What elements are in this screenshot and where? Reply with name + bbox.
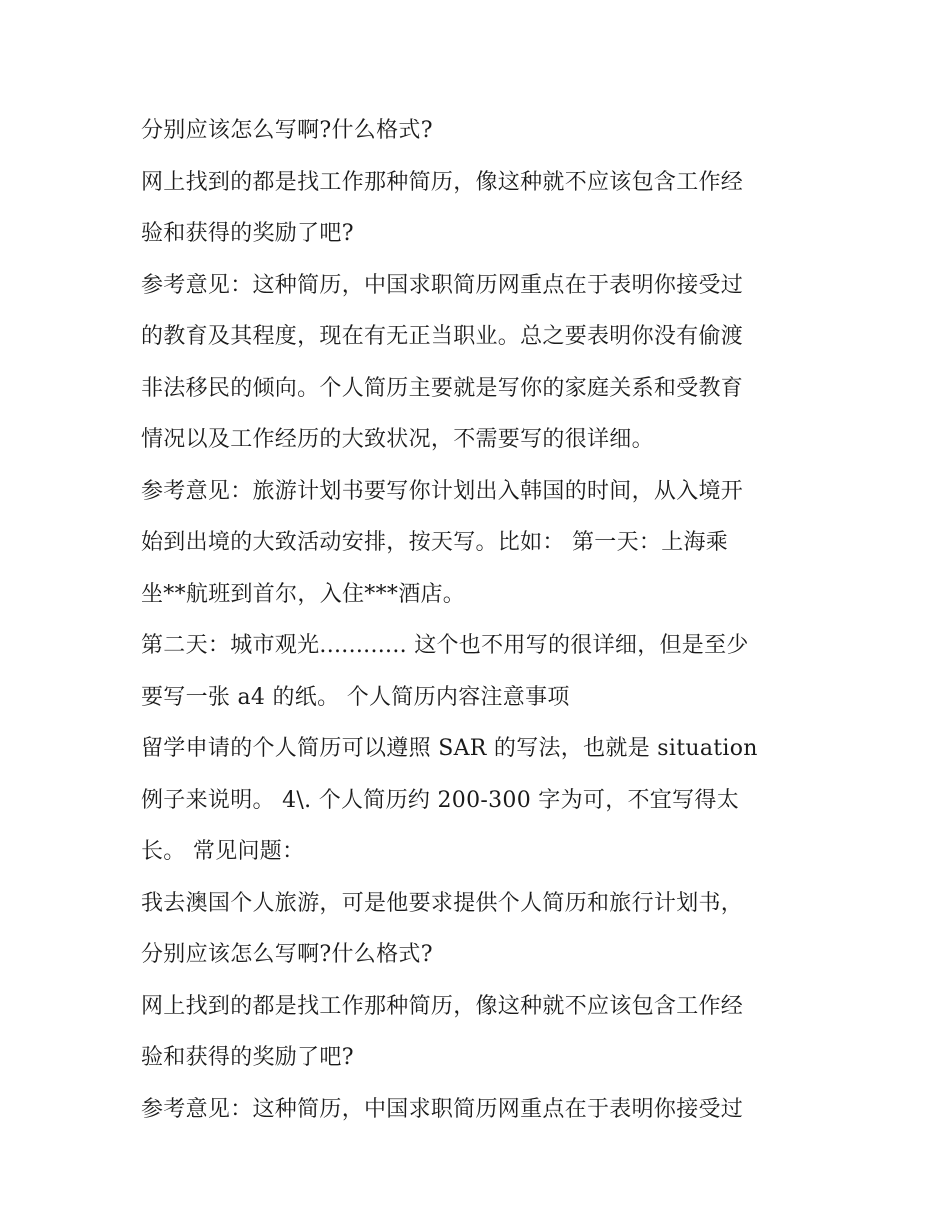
text-line: 验和获得的奖励了吧? (141, 221, 354, 246)
text-line: 网上找到的都是找工作那种简历，像这种就不应该包含工作经 (141, 169, 744, 195)
text-line: 分别应该怎么写啊?什么格式? (141, 118, 433, 143)
text-line: 情况以及工作经历的大致状况，不需要写的很详细。 (141, 427, 654, 452)
text-line: 非法移民的倾向。个人简历主要就是写你的家庭关系和受教育 (141, 375, 744, 401)
text-line: 始到出境的大致活动安排，按天写。比如： 第一天：上海乘 (141, 530, 729, 555)
text-line: 要写一张 a4 的纸。 个人简历内容注意事项 (141, 684, 570, 710)
text-line: 网上找到的都是找工作那种简历，像这种就不应该包含工作经 (141, 993, 744, 1019)
document-body (141, 105, 821, 1135)
text-line: 分别应该怎么写啊?什么格式? (141, 942, 433, 967)
text-line: 验和获得的奖励了吧? (141, 1045, 354, 1070)
text-line: 我去澳国个人旅游，可是他要求提供个人简历和旅行计划书， (141, 890, 744, 916)
text-line: 参考意见：这种简历，中国求职简历网重点在于表明你接受过 (141, 1096, 744, 1122)
text-line: 留学申请的个人简历可以遵照 SAR 的写法，也就是 situation (141, 736, 758, 761)
text-line: 例子来说明。 4\. 个人简历约 200-300 字为可，不宜写得太 (141, 787, 739, 813)
text-line: 长。 常见问题： (141, 839, 305, 864)
text-line: 参考意见：旅游计划书要写你计划出入韩国的时间，从入境开 (141, 478, 744, 504)
text-line: 第二天：城市观光............ 这个也不用写的很详细，但是至少 (141, 633, 749, 658)
text-line: 参考意见：这种简历，中国求职简历网重点在于表明你接受过 (141, 272, 744, 298)
text-line: 的教育及其程度，现在有无正当职业。总之要表明你没有偷渡 (141, 324, 744, 349)
text-line: 坐**航班到首尔，入住***酒店。 (141, 581, 466, 607)
